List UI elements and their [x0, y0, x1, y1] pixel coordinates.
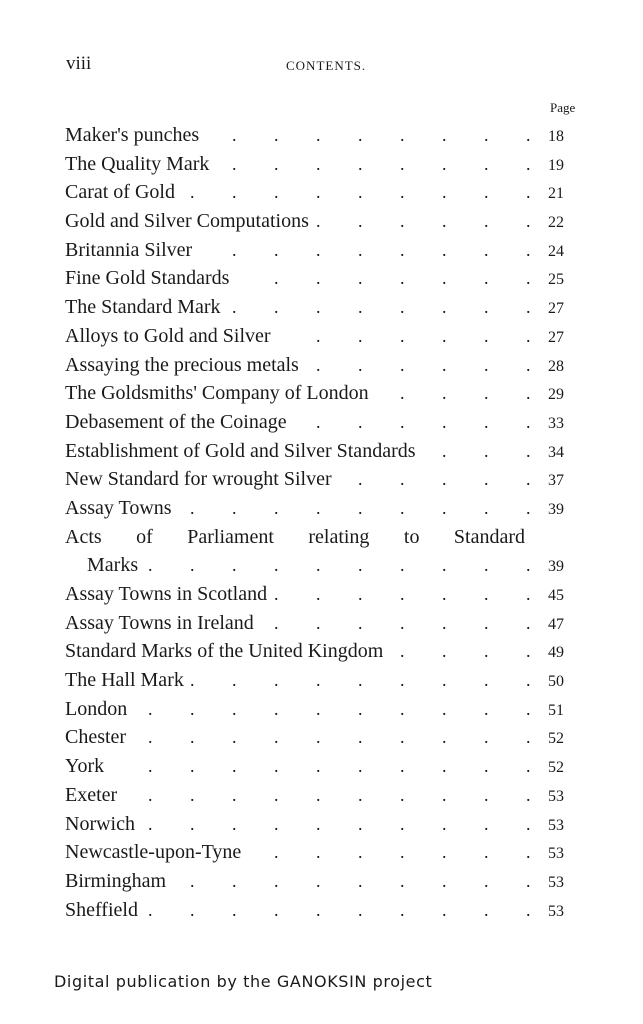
leader-dot: . [526, 727, 531, 748]
leader-dot: . [400, 297, 405, 318]
toc-entry-page: 51 [548, 701, 564, 719]
toc-entry-title: Norwich [65, 812, 135, 835]
leader-dot: . [316, 842, 321, 863]
leader-dot: . [526, 239, 531, 260]
leader-dot: . [274, 297, 279, 318]
leader-dot: . [484, 584, 489, 604]
leader-dot: . [358, 268, 363, 289]
leader-dot: . [526, 641, 531, 662]
leader-dot: . [358, 612, 363, 633]
leader-dot: . [484, 239, 489, 260]
leader-dot: . [148, 727, 153, 748]
toc-entry-title: Newcastle-upon-Tyne [65, 841, 242, 864]
leader-dot: . [526, 440, 531, 461]
toc-entry[interactable] [0, 150, 643, 179]
leader-dot: . [442, 756, 447, 777]
toc-entry-page: 21 [548, 185, 564, 203]
leader-dot: . [274, 555, 279, 576]
leader-dot: . [484, 698, 489, 719]
page-header-number: viii [66, 53, 92, 74]
leader-dot: . [484, 555, 489, 576]
leader-dot: . [274, 182, 279, 203]
leader-dot: . [274, 899, 279, 920]
toc-entry[interactable] [0, 637, 643, 666]
leader-dot: . [274, 698, 279, 719]
leader-dot: . [400, 555, 405, 576]
toc-entry-page: 50 [548, 673, 564, 691]
leader-dot: . [484, 842, 489, 863]
leader-dot: . [400, 469, 405, 490]
leader-dot: . [442, 584, 447, 604]
leader-dot: . [232, 756, 237, 777]
toc-entry-page: 29 [548, 386, 564, 404]
leader-dot: . [190, 182, 195, 203]
leader-dot: . [400, 584, 405, 604]
leader-dot: . [232, 297, 237, 318]
toc-entry-page: 53 [548, 845, 564, 863]
leader-dot: . [274, 125, 279, 145]
leader-dot: . [400, 211, 405, 232]
leader-dot: . [316, 125, 321, 145]
leader-dot: . [484, 756, 489, 777]
leader-dot: . [148, 698, 153, 719]
leader-dot: . [316, 354, 321, 375]
leader-dot: . [274, 784, 279, 805]
leader-dot: . [232, 182, 237, 203]
leader-dot: . [358, 211, 363, 232]
leader-dot: . [526, 211, 531, 232]
leader-dot: . [442, 325, 447, 346]
leader-dot: . [526, 469, 531, 490]
toc-entry[interactable] [0, 207, 643, 236]
toc-entry-page: 53 [548, 873, 564, 891]
leader-dot: . [316, 182, 321, 203]
toc-entry[interactable] [0, 896, 643, 925]
leader-dot: . [526, 268, 531, 289]
leader-dot: . [526, 411, 531, 432]
leader-dot: . [358, 411, 363, 432]
leader-dot: . [484, 325, 489, 346]
leader-dot: . [190, 899, 195, 920]
leader-dot: . [400, 727, 405, 748]
leader-dot: . [358, 297, 363, 318]
leader-dot: . [190, 497, 195, 518]
leader-dot: . [484, 469, 489, 490]
leader-dot: . [484, 268, 489, 289]
toc-entry-page: 53 [548, 816, 564, 834]
leader-dot: . [358, 555, 363, 576]
leader-dot: . [316, 612, 321, 633]
leader-dot: . [274, 813, 279, 834]
leader-dot: . [400, 870, 405, 891]
leader-dot: . [358, 670, 363, 691]
leader-dot: . [442, 469, 447, 490]
leader-dot: . [316, 698, 321, 719]
toc-entry-page: 49 [548, 644, 564, 662]
leader-dot: . [274, 153, 279, 174]
toc-entry-title-cont: Marks [87, 554, 139, 577]
leader-dot: . [526, 354, 531, 375]
leader-dot: . [442, 297, 447, 318]
toc-entry-continuation[interactable] [0, 551, 643, 580]
toc-entry-title: Assay Towns [65, 496, 172, 519]
leader-dot: . [442, 870, 447, 891]
leader-dot: . [526, 182, 531, 203]
leader-dot: . [526, 497, 531, 518]
leader-dot: . [526, 756, 531, 777]
toc-entry-title: Assay Towns in Scotland [65, 583, 268, 605]
toc-entry[interactable] [0, 121, 643, 150]
leader-dot: . [148, 899, 153, 920]
leader-dot: . [232, 497, 237, 518]
leader-dot: . [442, 383, 447, 404]
toc-entry-title: Establishment of Gold and Silver Standards [65, 439, 416, 462]
toc-entry-title: Gold and Silver Computations [65, 210, 309, 233]
leader-dot: . [358, 153, 363, 174]
toc-entry-page: 53 [548, 787, 564, 805]
leader-dot: . [484, 641, 489, 662]
toc-entry[interactable] [0, 293, 643, 322]
leader-dot: . [442, 411, 447, 432]
toc-entry-page: 39 [548, 500, 564, 518]
leader-dot: . [400, 842, 405, 863]
toc-entry[interactable] [0, 781, 643, 810]
leader-dot: . [358, 727, 363, 748]
toc-entry[interactable] [0, 695, 643, 724]
toc-entry-page: 47 [548, 615, 564, 633]
leader-dot: . [358, 182, 363, 203]
leader-dot: . [190, 555, 195, 576]
leader-dot: . [148, 756, 153, 777]
leader-dot: . [232, 784, 237, 805]
leader-dot: . [526, 842, 531, 863]
leader-dot: . [358, 813, 363, 834]
leader-dot: . [190, 670, 195, 691]
leader-dot: . [484, 125, 489, 145]
leader-dot: . [442, 698, 447, 719]
leader-dot: . [274, 612, 279, 633]
leader-dot: . [526, 297, 531, 318]
leader-dot: . [442, 641, 447, 662]
toc-entry-title: The Standard Mark [65, 296, 221, 319]
leader-dot: . [484, 813, 489, 834]
leader-dot: . [190, 784, 195, 805]
leader-dot: . [274, 239, 279, 260]
leader-dot: . [400, 153, 405, 174]
leader-dot: . [274, 268, 279, 289]
leader-dot: . [358, 584, 363, 604]
leader-dot: . [526, 612, 531, 633]
leader-dot: . [442, 268, 447, 289]
leader-dot: . [316, 870, 321, 891]
toc-entry-title: Britannia Silver [65, 238, 193, 261]
toc-entry-page: 53 [548, 902, 564, 920]
toc-entry-page: 37 [548, 472, 564, 490]
leader-dot: . [232, 727, 237, 748]
leader-dot: . [484, 612, 489, 633]
leader-dot: . [442, 153, 447, 174]
leader-dot: . [274, 842, 279, 863]
leader-dot: . [442, 182, 447, 203]
toc-entry-title: Sheffield [65, 898, 138, 921]
leader-dot: . [316, 239, 321, 260]
toc-entry[interactable] [0, 752, 643, 781]
leader-dot: . [274, 497, 279, 518]
toc-entry[interactable] [0, 810, 643, 839]
toc-entry[interactable] [0, 322, 643, 351]
leader-dot: . [316, 584, 321, 604]
leader-dot: . [316, 813, 321, 834]
leader-dot: . [526, 325, 531, 346]
page-title: CONTENTS. [286, 58, 367, 73]
leader-dot: . [484, 153, 489, 174]
leader-dot: . [526, 813, 531, 834]
leader-dot: . [358, 870, 363, 891]
leader-dot: . [358, 325, 363, 346]
toc-entry-title: The Quality Mark [65, 152, 210, 175]
leader-dot: . [316, 153, 321, 174]
toc-entry[interactable] [0, 580, 643, 609]
toc-entry-title: York [65, 755, 105, 778]
toc-entry-title: Exeter [65, 783, 118, 806]
leader-dot: . [400, 813, 405, 834]
leader-dot: . [526, 870, 531, 891]
leader-dot: . [358, 784, 363, 805]
leader-dot: . [316, 268, 321, 289]
toc-entry-title: Maker's punches [65, 124, 200, 146]
leader-dot: . [484, 899, 489, 920]
leader-dot: . [400, 756, 405, 777]
leader-dot: . [316, 497, 321, 518]
table-of-contents [0, 121, 643, 924]
toc-entry-title: Acts of Parliament relating to Standard [65, 525, 525, 548]
toc-entry-page: 39 [548, 558, 564, 576]
toc-entry[interactable] [0, 723, 643, 752]
toc-entry[interactable] [0, 838, 643, 867]
leader-dot: . [316, 784, 321, 805]
leader-dot: . [358, 756, 363, 777]
leader-dot: . [442, 842, 447, 863]
leader-dot: . [232, 899, 237, 920]
leader-dot: . [400, 239, 405, 260]
leader-dot: . [484, 727, 489, 748]
leader-dot: . [442, 440, 447, 461]
leader-dot: . [484, 383, 489, 404]
leader-dot: . [400, 670, 405, 691]
leader-dot: . [400, 383, 405, 404]
toc-entry-page: 52 [548, 759, 564, 777]
leader-dot: . [526, 153, 531, 174]
leader-dot: . [400, 411, 405, 432]
leader-dot: . [190, 727, 195, 748]
toc-entry-title: London [65, 697, 128, 720]
leader-dot: . [442, 612, 447, 633]
leader-dot: . [190, 870, 195, 891]
toc-entry-title: Assaying the precious metals [65, 353, 299, 376]
leader-dot: . [484, 440, 489, 461]
leader-dot: . [148, 784, 153, 805]
toc-entry[interactable] [0, 666, 643, 695]
leader-dot: . [400, 325, 405, 346]
leader-dot: . [316, 899, 321, 920]
leader-dot: . [484, 182, 489, 203]
leader-dot: . [442, 813, 447, 834]
leader-dot: . [316, 411, 321, 432]
leader-dot: . [484, 497, 489, 518]
leader-dot: . [358, 125, 363, 145]
leader-dot: . [526, 125, 531, 145]
leader-dot: . [526, 670, 531, 691]
toc-entry[interactable] [0, 867, 643, 896]
toc-entry-title: Alloys to Gold and Silver [65, 324, 271, 347]
toc-entry-title: Chester [65, 726, 127, 749]
toc-entry[interactable] [0, 609, 643, 638]
toc-entry-title: Fine Gold Standards [65, 267, 230, 290]
leader-dot: . [358, 842, 363, 863]
leader-dot: . [316, 211, 321, 232]
toc-entry[interactable] [0, 351, 643, 380]
leader-dot: . [148, 813, 153, 834]
footer-credit: Digital publication by the GANOKSIN project [54, 972, 433, 991]
toc-entry-page: 22 [548, 214, 564, 232]
leader-dot: . [316, 670, 321, 691]
leader-dot: . [400, 698, 405, 719]
toc-entry-page: 19 [548, 156, 564, 174]
leader-dot: . [400, 182, 405, 203]
toc-entry-page: 34 [548, 443, 564, 461]
leader-dot: . [358, 899, 363, 920]
toc-entry-page: 18 [548, 128, 564, 145]
leader-dot: . [358, 239, 363, 260]
leader-dot: . [442, 497, 447, 518]
leader-dot: . [442, 555, 447, 576]
leader-dot: . [232, 555, 237, 576]
leader-dot: . [442, 727, 447, 748]
leader-dot: . [400, 497, 405, 518]
leader-dot: . [442, 899, 447, 920]
leader-dot: . [484, 211, 489, 232]
leader-dot: . [232, 698, 237, 719]
leader-dot: . [232, 239, 237, 260]
leader-dot: . [274, 756, 279, 777]
leader-dot: . [274, 727, 279, 748]
leader-dot: . [316, 325, 321, 346]
leader-dot: . [484, 297, 489, 318]
page-column-label: Page [550, 100, 576, 115]
leader-dot: . [274, 870, 279, 891]
leader-dot: . [484, 784, 489, 805]
leader-dot: . [526, 899, 531, 920]
toc-entry-title: Assay Towns in Ireland [65, 611, 254, 634]
leader-dot: . [232, 125, 237, 145]
toc-entry-title: Birmingham [65, 869, 167, 892]
leader-dot: . [526, 383, 531, 404]
leader-dot: . [358, 698, 363, 719]
toc-entry-page: 24 [548, 242, 564, 260]
toc-entry[interactable] [0, 178, 643, 207]
toc-entry-title: Carat of Gold [65, 181, 175, 204]
leader-dot: . [274, 584, 279, 604]
leader-dot: . [190, 813, 195, 834]
leader-dot: . [400, 612, 405, 633]
leader-dot: . [148, 555, 153, 576]
leader-dot: . [316, 756, 321, 777]
leader-dot: . [400, 784, 405, 805]
leader-dot: . [400, 641, 405, 662]
leader-dot: . [316, 297, 321, 318]
leader-dot: . [526, 784, 531, 805]
toc-entry-title: Debasement of the Coinage [65, 410, 287, 433]
leader-dot: . [400, 268, 405, 289]
leader-dot: . [442, 211, 447, 232]
leader-dot: . [442, 125, 447, 145]
leader-dot: . [358, 497, 363, 518]
leader-dot: . [442, 784, 447, 805]
leader-dot: . [190, 756, 195, 777]
toc-entry-page: 28 [548, 357, 564, 375]
toc-entry[interactable] [0, 379, 643, 408]
leader-dot: . [484, 670, 489, 691]
leader-dot: . [316, 555, 321, 576]
leader-dot: . [442, 239, 447, 260]
leader-dot: . [484, 354, 489, 375]
leader-dot: . [190, 698, 195, 719]
leader-dot: . [232, 153, 237, 174]
toc-entry-title: New Standard for wrought Silver [65, 468, 332, 491]
leader-dot: . [232, 870, 237, 891]
toc-entry-page: 27 [548, 300, 564, 318]
leader-dot: . [442, 354, 447, 375]
toc-entry-page: 45 [548, 587, 564, 604]
leader-dot: . [400, 899, 405, 920]
toc-entry[interactable] [0, 236, 643, 265]
leader-dot: . [274, 670, 279, 691]
leader-dot: . [316, 727, 321, 748]
leader-dot: . [400, 125, 405, 145]
toc-entry[interactable] [0, 465, 643, 494]
leader-dot: . [526, 555, 531, 576]
toc-entry-title: The Hall Mark [65, 669, 184, 692]
leader-dot: . [484, 411, 489, 432]
toc-entry-page: 52 [548, 730, 564, 748]
leader-dot: . [484, 870, 489, 891]
leader-dot: . [400, 354, 405, 375]
toc-entry[interactable] [0, 523, 643, 552]
leader-dot: . [232, 813, 237, 834]
leader-dot: . [526, 584, 531, 604]
leader-dot: . [358, 354, 363, 375]
toc-entry[interactable] [0, 494, 643, 523]
toc-entry-page: 27 [548, 328, 564, 346]
toc-entry-title: Standard Marks of the United Kingdom [65, 640, 384, 663]
toc-entry[interactable] [0, 264, 643, 293]
leader-dot: . [526, 698, 531, 719]
leader-dot: . [358, 469, 363, 490]
toc-entry[interactable] [0, 437, 643, 466]
leader-dot: . [442, 670, 447, 691]
toc-entry-title: The Goldsmiths' Company of London [65, 382, 369, 405]
leader-dot: . [232, 670, 237, 691]
toc-entry-page: 25 [548, 271, 564, 289]
toc-entry[interactable] [0, 408, 643, 437]
toc-entry-page: 33 [548, 414, 564, 432]
